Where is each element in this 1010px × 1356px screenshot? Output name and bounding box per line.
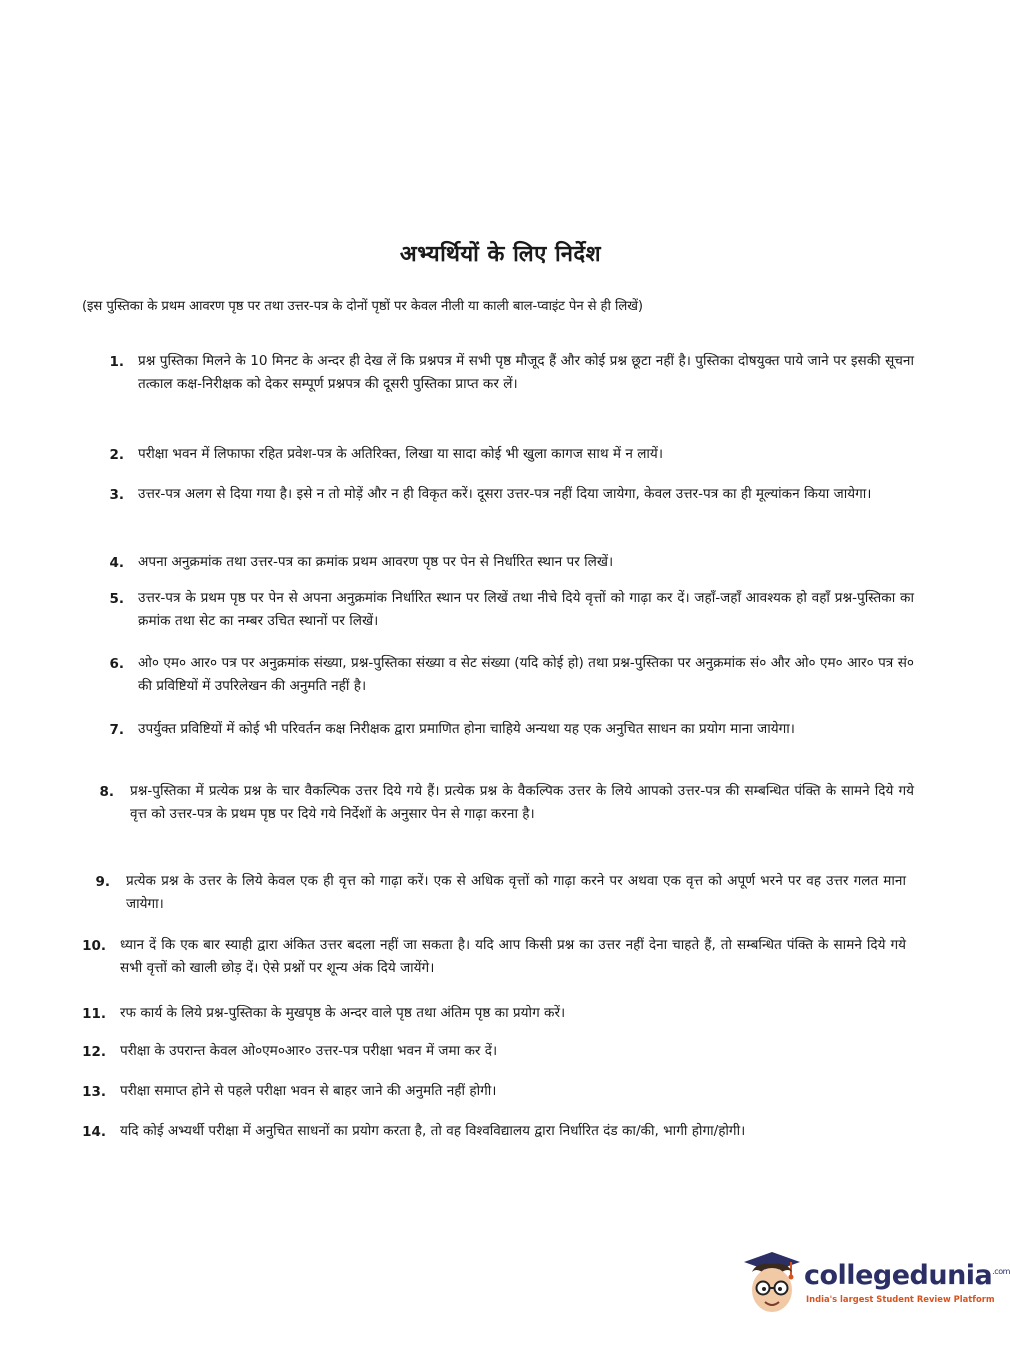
item-number: 9.: [95, 874, 110, 890]
item-text: उत्तर-पत्र अलग से दिया गया है। इसे न तो मोड़ें और न ही विकृत करें। दूसरा उत्तर-पत्र नहीं दिया जायेगा, केवल उत्तर-पत्र का ही मूल्यांकन किया जायेगा।: [138, 486, 872, 502]
item-number: 7.: [109, 722, 124, 738]
item-text: परीक्षा समाप्त होने से पहले परीक्षा भवन से बाहर जाने की अनुमति नहीं होगी।: [120, 1083, 497, 1099]
item-text: उपर्युक्त प्रविष्टियों में कोई भी परिवर्तन कक्ष निरीक्षक द्वारा प्रमाणित होना चाहिये अन्यथा यह एक अनुचित साधन का प्रयोग माना जायेगा।: [138, 721, 795, 737]
item-text: परीक्षा के उपरान्त केवल ओ०एम०आर० उत्तर-पत्र परीक्षा भवन में जमा कर दें।: [120, 1043, 498, 1059]
item-number: 4.: [109, 555, 124, 571]
item-text: रफ कार्य के लिये प्रश्न-पुस्तिका के मुखपृष्ठ के अन्दर वाले पृष्ठ तथा अंतिम पृष्ठ का प्रयोग करें।: [120, 1005, 566, 1021]
logo-brand-text: collegedunia: [804, 1260, 993, 1291]
item-number: 5.: [109, 591, 124, 607]
item-text: प्रश्न-पुस्तिका में प्रत्येक प्रश्न के चार वैकल्पिक उत्तर दिये गये हैं। प्रत्येक प्रश्न के वैकल्पिक उत्तर के लिये आपको उत्तर-पत्र की सम्बन्धित पंक्ति के सामने दिये गये वृत्त को उत्तर-पत्र के प्रथम पृष्ठ पर दिये गये निर्देशों के अनुसार पेन से गाढ़ा करना है।: [130, 783, 914, 822]
item-number: 13.: [82, 1084, 106, 1100]
page-title: अभ्यर्थियों के लिए निर्देश: [399, 242, 602, 267]
item-number: 2.: [109, 447, 124, 463]
item-number: 6.: [109, 656, 124, 672]
collegedunia-logo[interactable]: [742, 1250, 1010, 1320]
logo-brand-suffix: .com: [992, 1267, 1010, 1276]
item-number: 10.: [82, 938, 106, 954]
logo-brand: [804, 1260, 1010, 1291]
page-subtitle: (इस पुस्तिका के प्रथम आवरण पृष्ठ पर तथा उत्तर-पत्र के दोनों पृष्ठों पर केवल नीली या काली बाल-प्वाइंट पेन से ही लिखें): [82, 299, 643, 314]
item-number: 12.: [82, 1044, 106, 1060]
item-text: प्रश्न पुस्तिका मिलने के 10 मिनट के अन्दर ही देख लें कि प्रश्नपत्र में सभी पृष्ठ मौजूद हैं और कोई प्रश्न छूटा नहीं है। पुस्तिका दोषयुक्त पाये जाने पर इसकी सूचना तत्काल कक्ष-निरीक्षक को देकर सम्पूर्ण प्रश्नपत्र की दूसरी पुस्तिका प्राप्त कर लें।: [138, 353, 914, 392]
item-number: 14.: [82, 1124, 106, 1140]
item-number: 1.: [109, 354, 124, 370]
item-text: ध्यान दें कि एक बार स्याही द्वारा अंकित उत्तर बदला नहीं जा सकता है। यदि आप किसी प्रश्न का उत्तर नहीं देना चाहते हैं, तो सम्बन्धित पंक्ति के सामने दिये गये सभी वृत्तों को खाली छोड़ दें। ऐसे प्रश्नों पर शून्य अंक दिये जायेंगे।: [120, 937, 907, 976]
item-text: परीक्षा भवन में लिफाफा रहित प्रवेश-पत्र के अतिरिक्त, लिखा या सादा कोई भी खुला कागज साथ में न लायें।: [138, 446, 663, 462]
item-number: 8.: [99, 784, 114, 800]
item-text: प्रत्येक प्रश्न के उत्तर के लिये केवल एक ही वृत्त को गाढ़ा करें। एक से अधिक वृत्तों को गाढ़ा करने पर अथवा एक वृत्त को अपूर्ण भरने पर वह उत्तर गलत माना जायेगा।: [126, 873, 906, 912]
mascot-icon: [742, 1250, 802, 1320]
item-number: 11.: [82, 1006, 106, 1022]
logo-tagline: India's largest Student Review Platform: [806, 1294, 995, 1304]
item-text: अपना अनुक्रमांक तथा उत्तर-पत्र का क्रमांक प्रथम आवरण पृष्ठ पर पेन से निर्धारित स्थान पर लिखें।: [138, 554, 614, 570]
item-text: ओ० एम० आर० पत्र पर अनुक्रमांक संख्या, प्रश्न-पुस्तिका संख्या व सेट संख्या (यदि कोई हो) तथा प्रश्न-पुस्तिका पर अनुक्रमांक सं० और ओ० एम० आर० पत्र सं० की प्रविष्टियों में उपरिलेखन की अनुमति नहीं है।: [138, 655, 914, 694]
item-text: उत्तर-पत्र के प्रथम पृष्ठ पर पेन से अपना अनुक्रमांक निर्धारित स्थान पर लिखें तथा नीचे दिये वृत्तों को गाढ़ा कर दें। जहाँ-जहाँ आवश्यक हो वहाँ प्रश्न-पुस्तिका का क्रमांक तथा सेट का नम्बर उचित स्थानों पर लिखें।: [138, 590, 914, 629]
item-number: 3.: [109, 487, 124, 503]
item-text: यदि कोई अभ्यर्थी परीक्षा में अनुचित साधनों का प्रयोग करता है, तो वह विश्वविद्यालय द्वारा निर्धारित दंड का/की, भागी होगा/होगी।: [120, 1123, 746, 1139]
